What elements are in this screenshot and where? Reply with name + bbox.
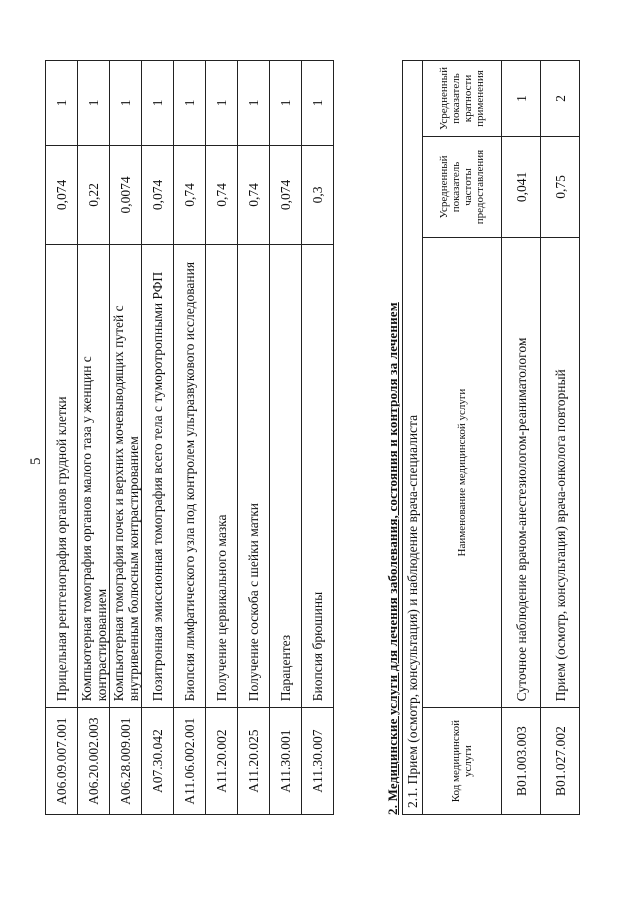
treatment-table-body: [502, 61, 580, 815]
cell-freq: 0,3: [302, 145, 334, 244]
cell-code: A11.06.002.001: [174, 708, 206, 815]
cell-name: Позитронная эмиссионная томография всего тела с туморотропными РФП: [142, 245, 174, 708]
cell-code: A11.20.002: [206, 708, 238, 815]
cell-code: B01.003.003: [502, 708, 541, 815]
cell-name: Суточное наблюдение врачом-анестезиологом-реаниматологом: [502, 237, 541, 707]
table-row: [110, 61, 142, 815]
cell-name: Парацентез: [270, 245, 302, 708]
cell-name: Биопсия брюшины: [302, 245, 334, 708]
cell-freq: 0,074: [142, 145, 174, 244]
table-row: [238, 61, 270, 815]
header-mult: Усредненный показатель кратности применения: [423, 61, 502, 137]
table-row: [541, 61, 580, 815]
cell-code: A06.28.009.001: [110, 708, 142, 815]
cell-name: Получение соскоба с шейки матки: [238, 245, 270, 708]
cell-name: Компьютерная томография органов малого таза у женщин с контрастированием: [78, 245, 110, 708]
cell-mult: 1: [142, 61, 174, 146]
cell-name: Биопсия лимфатического узла под контролем ультразвукового исследования: [174, 245, 206, 708]
cell-mult: 2: [541, 61, 580, 137]
table-row: [78, 61, 110, 815]
section-heading: 2. Медицинские услуги для лечения заболевания, состояния и контроля за лечением: [385, 302, 400, 815]
cell-mult: 1: [174, 61, 206, 146]
table-row: [502, 61, 541, 815]
subsection-heading: 2.1. Прием (осмотр, консультация) и наблюдение врача-специалиста: [403, 61, 423, 815]
table-row: [270, 61, 302, 815]
cell-name: Компьютерная томография почек и верхних мочевыводящих путей с внутривенным болюсным контрастированием: [110, 245, 142, 708]
cell-freq: 0,74: [238, 145, 270, 244]
cell-freq: 0,22: [78, 145, 110, 244]
cell-freq: 0,75: [541, 137, 580, 238]
cell-mult: 1: [46, 61, 78, 146]
cell-mult: 1: [110, 61, 142, 146]
cell-code: A11.30.007: [302, 708, 334, 815]
table-row: [302, 61, 334, 815]
services-table-treatment: [402, 60, 580, 815]
cell-freq: 0,074: [270, 145, 302, 244]
table-row: [142, 61, 174, 815]
cell-code: A06.20.002.003: [78, 708, 110, 815]
cell-mult: 1: [502, 61, 541, 137]
cell-name: Получение цервикального мазка: [206, 245, 238, 708]
services-table-diagnostics: [45, 60, 334, 815]
subheading-row: [403, 61, 423, 815]
cell-mult: 1: [270, 61, 302, 146]
cell-code: A11.20.025: [238, 708, 270, 815]
cell-freq: 0,74: [206, 145, 238, 244]
cell-freq: 0,041: [502, 137, 541, 238]
cell-name: Прицельная рентгенография органов грудной клетки: [46, 245, 78, 708]
cell-mult: 1: [78, 61, 110, 146]
cell-code: A11.30.001: [270, 708, 302, 815]
header-freq: Усредненный показатель частоты предоставления: [423, 137, 502, 238]
cell-mult: 1: [206, 61, 238, 146]
table-row: [206, 61, 238, 815]
header-row: [423, 61, 502, 815]
services-table-body: [46, 61, 334, 815]
cell-code: A07.30.042: [142, 708, 174, 815]
cell-freq: 0,074: [46, 145, 78, 244]
cell-mult: 1: [238, 61, 270, 146]
cell-mult: 1: [302, 61, 334, 146]
cell-freq: 0,74: [174, 145, 206, 244]
cell-freq: 0,0074: [110, 145, 142, 244]
table-row: [174, 61, 206, 815]
cell-code: A06.09.007.001: [46, 708, 78, 815]
header-code: Код медицинской услуги: [423, 708, 502, 815]
table-row: [46, 61, 78, 815]
page-number: 5: [28, 457, 44, 465]
cell-name: Прием (осмотр, консультация) врача-онколога повторный: [541, 237, 580, 707]
cell-code: B01.027.002: [541, 708, 580, 815]
header-name: Наименование медицинской услуги: [423, 237, 502, 707]
